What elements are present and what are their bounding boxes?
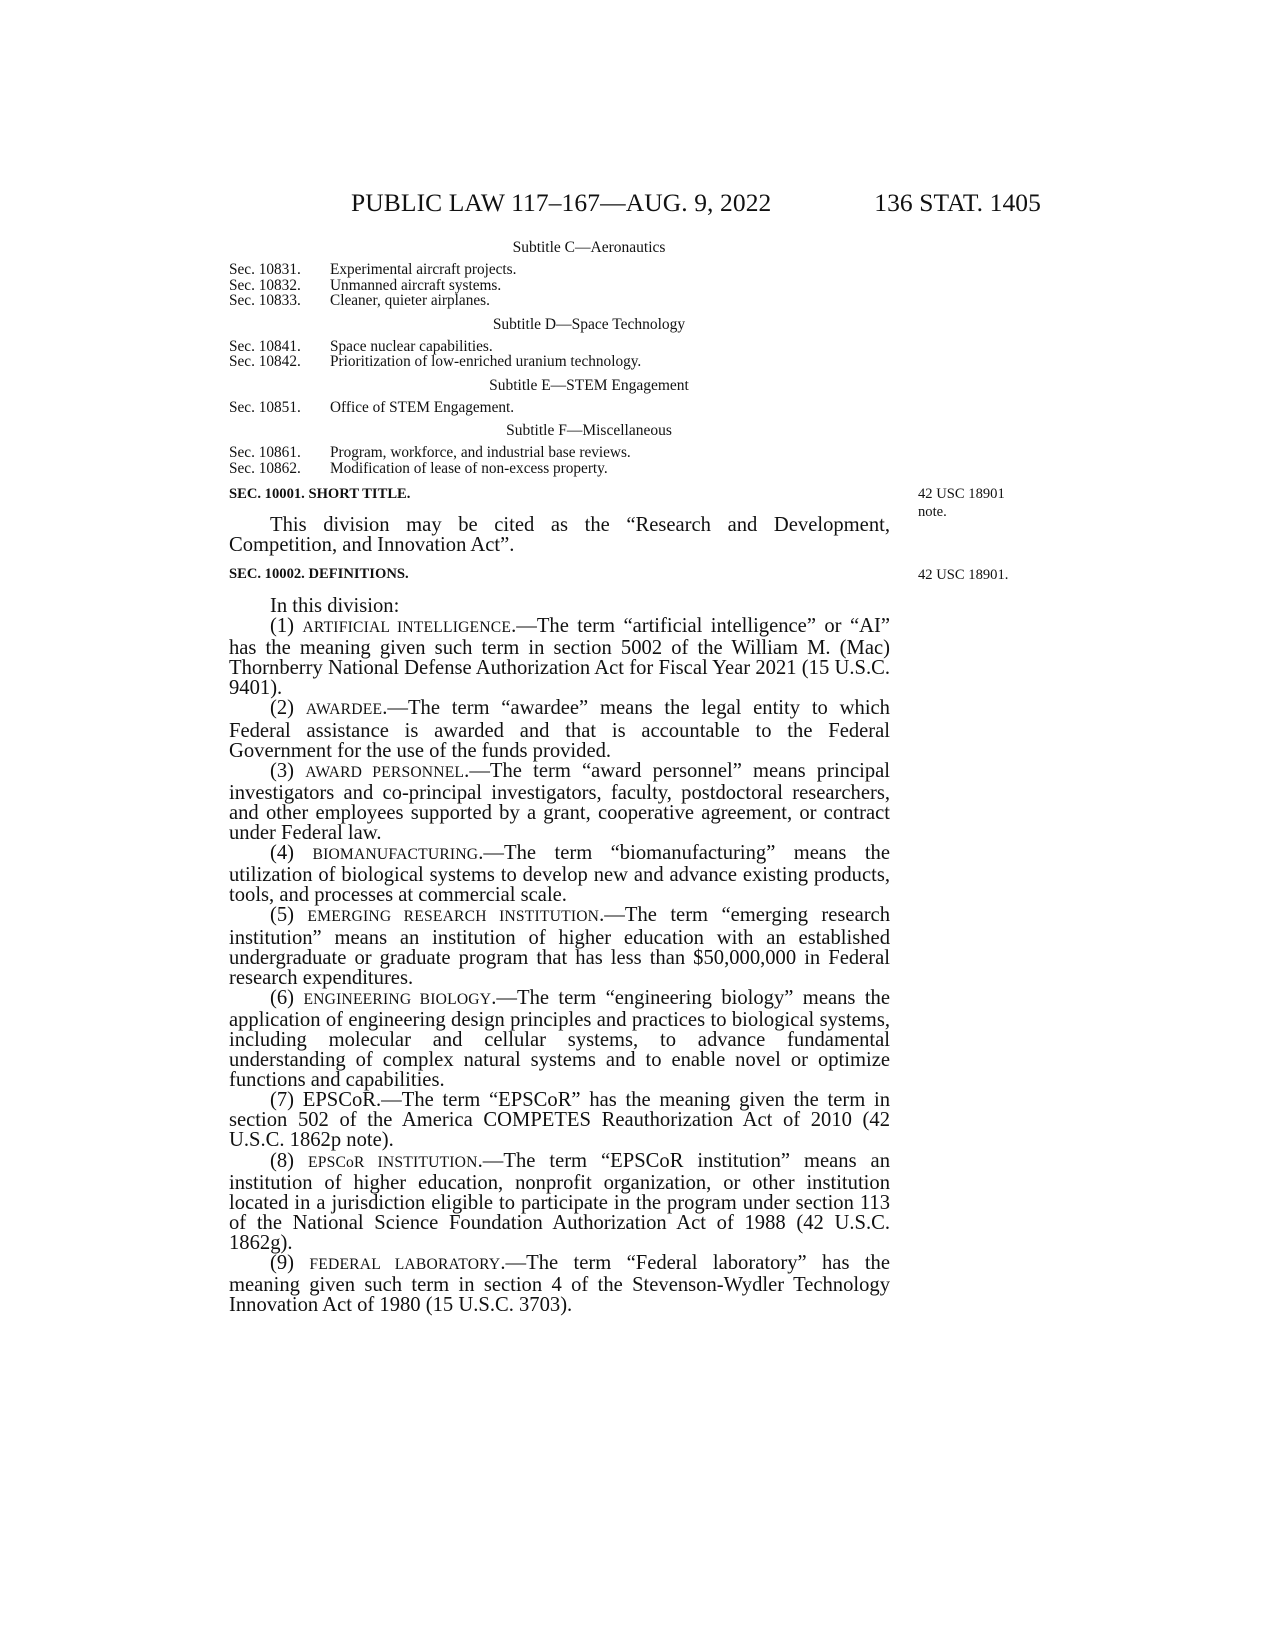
toc-subtitle-group (229, 238, 939, 309)
definition-term: FEDERAL LABORATORY (309, 1256, 501, 1273)
definitions-list (229, 596, 890, 1315)
definition-item: (4) BIOMANUFACTURING.—The term “biomanufacturing” means the utilization of biological systems to develop new and advance existing products, tools, and processes at commercial scale. (229, 842, 890, 907)
margin-citation-definitions: 42 USC 18901. (918, 567, 1009, 583)
definition-term: AWARD PERSONNEL (305, 763, 465, 781)
definition-number: (3) (270, 759, 295, 782)
definition-text: The term “Federal laboratory” has the meaning given such term in section 4 of the Stevenson-Wydler Technology Innovation Act of 1980 (15 U.S.C. 3703). (229, 1252, 890, 1317)
public-law-title: PUBLIC LAW 117–167—AUG. 9, 2022 (351, 188, 772, 217)
definition-number: (7) (270, 1089, 295, 1112)
definition-item: (2) AWARDEE.—The term “awardee” means the legal entity to which Federal assistance is awarded and that is accountable to the Federal Government for the use of the funds provided. (229, 697, 890, 762)
toc-subtitle-group (229, 315, 939, 370)
toc-entry (229, 293, 939, 309)
toc-sec-title: Modification of lease of non-excess property. (330, 459, 608, 477)
definition-text: The term “EPSCoR” has the meaning given the term in section 502 of the America COMPETES Reauthorization Act of 2010 (42 U.S.C. 1862p note). (229, 1089, 890, 1152)
definition-number: (5) (270, 904, 295, 927)
definition-item: (7) EPSCoR.—The term “EPSCoR” has the meaning given the term in section 502 of the America COMPETES Reauthorization Act of 2010 (42 U.S.C. 1862p note). (229, 1089, 890, 1152)
definition-number: (2) (270, 697, 295, 720)
stat-page-number: 136 STAT. 1405 (874, 188, 1041, 217)
definition-text: The term “award personnel” means principal investigators and co-principal investigators, faculty, postdoctoral researchers, and other employees supported by a grant, cooperative agreement, or contract under Federal law. (229, 759, 890, 845)
short-title-paragraph (229, 515, 890, 555)
toc-entry (229, 278, 939, 294)
definition-term: AWARDEE (305, 701, 383, 719)
definition-item: (3) AWARD PERSONNEL.—The term “award personnel” means principal investigators and co-principal investigators, faculty, postdoctoral researchers, and other employees supported by a grant, cooperative agreement, or contract under Federal law. (229, 759, 890, 845)
table-of-contents (229, 238, 939, 482)
toc-entry (229, 400, 939, 416)
toc-sec-number: Sec. 10841. (229, 337, 301, 355)
definition-number: (9) (270, 1252, 295, 1274)
definitions-intro: In this division: (270, 595, 400, 617)
toc-sec-number: Sec. 10861. (229, 444, 301, 461)
toc-sec-title: Unmanned aircraft systems. (330, 276, 502, 294)
toc-subtitle: Subtitle E—STEM Engagement (489, 376, 689, 394)
definition-number: (4) (270, 842, 295, 865)
toc-sec-number: Sec. 10842. (229, 353, 301, 370)
definition-text: The term “biomanufacturing” means the utilization of biological systems to develop new and advance existing products, tools, and processes at commercial scale. (229, 842, 890, 907)
toc-sec-number: Sec. 10832. (229, 276, 301, 294)
toc-entry (229, 461, 939, 477)
toc-subtitle: Subtitle D—Space Technology (492, 315, 686, 333)
short-title-text: This division may be cited as the “Research and Development, Competition, and Innovation Act”. (229, 514, 890, 556)
definition-number: (6) (270, 986, 295, 1009)
definition-text: The term “artificial intelligence” or “AI” has the meaning given such term in section 5002 of the William M. (Mac) Thornberry National Defense Authorization Act for Fiscal Year 2021 (15 U.S.C. 9401). (229, 615, 890, 700)
toc-sec-number: Sec. 10833. (229, 292, 301, 309)
margin-citation-short-title (918, 485, 1005, 521)
definition-term: BIOMANUFACTURING (312, 846, 479, 864)
toc-sec-title: Program, workforce, and industrial base reviews. (330, 444, 631, 461)
definition-text: The term “emerging research institution” means an institution of higher education with an established undergraduate or graduate program that has less than $50,000,000 in Federal research expenditures. (229, 904, 890, 989)
definition-term: EPSCoR (302, 1089, 377, 1112)
definition-text: The term “engineering biology” means the application of engineering design principles and practices to biological systems, including molecular and cellular systems, to advance fundamental understanding of complex natural systems and to enable novel or optimize functions and capabilities. (229, 986, 890, 1092)
toc-sec-title: Prioritization of low-enriched uranium technology. (330, 353, 642, 370)
definition-number: (1) (270, 615, 295, 638)
definition-item: (6) ENGINEERING BIOLOGY.—The term “engineering biology” means the application of engineering design principles and practices to biological systems, including molecular and cellular systems, to advance fundamental understanding of complex natural systems and to enable novel or optimize functions and capabilities. (229, 986, 890, 1092)
definition-number: (8) (270, 1149, 295, 1172)
toc-sec-number: Sec. 10862. (229, 459, 301, 477)
toc-subtitle: Subtitle C—Aeronautics (512, 239, 666, 256)
running-header (229, 183, 1041, 223)
definition-text: The term “EPSCoR institution” means an institution of higher education, nonprofit organization, or other institution located in a jurisdiction eligible to participate in the program under section 113 of the National Science Foundation Authorization Act of 1988 (42 U.S.C. 1862g). (229, 1149, 890, 1254)
section-heading-short-title: SEC. 10001. SHORT TITLE. (229, 486, 411, 502)
section-heading-definitions: SEC. 10002. DEFINITIONS. (229, 566, 409, 582)
definition-item: (8) EPSCoR INSTITUTION.—The term “EPSCoR institution” means an institution of higher education, nonprofit organization, or other institution located in a jurisdiction eligible to participate in the program under section 113 of the National Science Foundation Authorization Act of 1988 (42 U.S.C. 1862g). (229, 1149, 890, 1254)
definition-term: ARTIFICIAL INTELLIGENCE (302, 619, 512, 637)
toc-sec-title: Cleaner, quieter airplanes. (330, 292, 490, 309)
definition-text: The term “awardee” means the legal entity to which Federal assistance is awarded and that is accountable to the Federal Government for the use of the funds provided. (229, 697, 890, 762)
definition-term: EPSCoR INSTITUTION (307, 1153, 478, 1171)
margin-citation-line: 42 USC 18901 (918, 486, 1005, 502)
toc-subtitle-group (229, 376, 939, 416)
toc-sec-title: Space nuclear capabilities. (330, 337, 493, 355)
toc-sec-title: Experimental aircraft projects. (330, 261, 517, 278)
toc-sec-number: Sec. 10831. (229, 261, 301, 278)
toc-subtitle-group (229, 421, 939, 476)
toc-entry (229, 445, 939, 461)
definition-term: EMERGING RESEARCH INSTITUTION (307, 908, 600, 926)
toc-entry (229, 354, 939, 370)
toc-subtitle: Subtitle F—Miscellaneous (506, 422, 672, 439)
definition-item: (1) ARTIFICIAL INTELLIGENCE.—The term “artificial intelligence” or “AI” has the meaning given such term in section 5002 of the William M. (Mac) Thornberry National Defense Authorization Act for Fiscal Year 2021 (15 U.S.C. 9401). (229, 615, 890, 700)
toc-sec-title: Office of STEM Engagement. (330, 398, 515, 416)
definition-term: ENGINEERING BIOLOGY (303, 990, 492, 1008)
definition-item: (5) EMERGING RESEARCH INSTITUTION.—The term “emerging research institution” means an institution of higher education with an established undergraduate or graduate program that has less than $50,000,000 in Federal research expenditures. (229, 904, 890, 989)
definition-item: (9) FEDERAL LABORATORY.—The term “Federal laboratory” has the meaning given such term in section 4 of the Stevenson-Wydler Technology Innovation Act of 1980 (15 U.S.C. 3703). (229, 1252, 890, 1317)
margin-citation-line: note. (918, 504, 947, 520)
toc-entry (229, 339, 939, 355)
toc-sec-number: Sec. 10851. (229, 398, 301, 416)
toc-entry (229, 262, 939, 278)
